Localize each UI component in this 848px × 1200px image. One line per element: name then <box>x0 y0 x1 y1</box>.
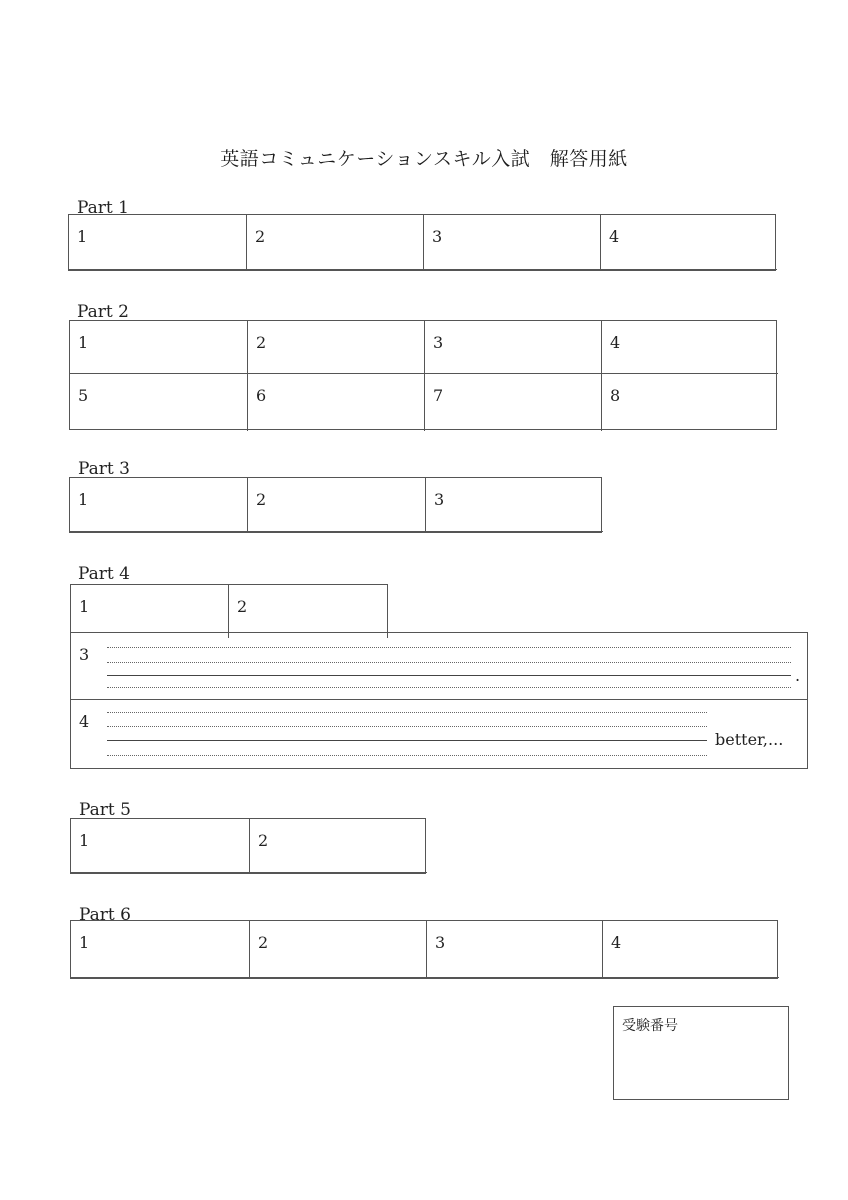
dotted-writing-line <box>107 726 707 727</box>
part4-q3-number: 3 <box>79 645 90 664</box>
part6-answer-cell-1[interactable] <box>71 921 250 978</box>
part4-q4-number: 4 <box>79 712 90 731</box>
part2-cell-number: 3 <box>433 333 444 352</box>
part6-cell-number: 1 <box>79 933 90 952</box>
part5-answer-grid <box>70 818 426 874</box>
part6-label: Part 6 <box>79 905 131 925</box>
part1-answer-cell-3[interactable] <box>424 215 601 270</box>
part6-cell-number: 4 <box>611 933 622 952</box>
part2-cell-number: 7 <box>433 386 444 405</box>
page-title: 英語コミュニケーションスキル入試 解答用紙 <box>220 148 628 170</box>
part2-answer-cell-4[interactable] <box>602 321 778 374</box>
part1-answer-grid <box>68 214 776 271</box>
exam-number-label: 受験番号 <box>622 1018 678 1034</box>
solid-writing-line <box>107 740 707 741</box>
part5-answer-cell-1[interactable] <box>71 819 250 873</box>
part3-cell-number: 1 <box>78 490 89 509</box>
part1-cell-number: 1 <box>77 227 88 246</box>
part1-cell-number: 2 <box>255 227 266 246</box>
part2-cell-number: 5 <box>78 386 89 405</box>
part1-cell-number: 4 <box>609 227 620 246</box>
part4-cell-number: 2 <box>237 597 248 616</box>
part2-answer-cell-6[interactable] <box>248 374 425 431</box>
part1-answer-cell-4[interactable] <box>601 215 777 270</box>
part1-answer-cell-2[interactable] <box>247 215 424 270</box>
solid-writing-line <box>107 675 791 676</box>
dotted-writing-line <box>107 687 791 688</box>
part2-answer-cell-8[interactable] <box>602 374 778 431</box>
dotted-writing-line <box>107 662 791 663</box>
part1-answer-cell-1[interactable] <box>69 215 247 270</box>
part6-cell-number: 2 <box>258 933 269 952</box>
part6-answer-grid <box>70 920 778 979</box>
part3-cell-number: 2 <box>256 490 267 509</box>
part6-answer-cell-2[interactable] <box>250 921 427 978</box>
part5-cell-number: 2 <box>258 831 269 850</box>
part3-answer-grid <box>69 477 602 533</box>
part5-label: Part 5 <box>79 800 131 820</box>
part1-cell-number: 3 <box>432 227 443 246</box>
dotted-writing-line <box>107 755 707 756</box>
part3-label: Part 3 <box>78 459 130 479</box>
part2-cell-number: 6 <box>256 386 267 405</box>
part4-answer-cell-2[interactable] <box>229 585 389 638</box>
part3-answer-cell-2[interactable] <box>248 478 426 532</box>
part2-answer-cell-5[interactable] <box>70 374 248 431</box>
part4-label: Part 4 <box>78 564 130 584</box>
part2-answer-cell-1[interactable] <box>70 321 248 374</box>
part5-cell-number: 1 <box>79 831 90 850</box>
dotted-writing-line <box>107 712 707 713</box>
part6-answer-cell-3[interactable] <box>427 921 603 978</box>
part2-answer-cell-7[interactable] <box>425 374 602 431</box>
part2-cell-number: 2 <box>256 333 267 352</box>
part4-answer-grid <box>70 584 388 638</box>
part4-answer-cell-1[interactable] <box>71 585 229 638</box>
part4-q4-ending: better,... <box>715 730 784 749</box>
part6-answer-cell-4[interactable] <box>603 921 779 978</box>
dotted-writing-line <box>107 647 791 648</box>
part4-q3-ending: . <box>795 666 801 685</box>
part2-cell-number: 1 <box>78 333 89 352</box>
part2-answer-cell-3[interactable] <box>425 321 602 374</box>
part6-cell-number: 3 <box>435 933 446 952</box>
part4-q4-answer-area[interactable] <box>70 699 808 769</box>
part3-cell-number: 3 <box>434 490 445 509</box>
part4-cell-number: 1 <box>79 597 90 616</box>
part2-answer-grid <box>69 320 777 430</box>
part2-cell-number: 4 <box>610 333 621 352</box>
part4-q3-answer-area[interactable] <box>70 632 808 700</box>
exam-number-box[interactable] <box>613 1006 789 1100</box>
part1-label: Part 1 <box>77 198 129 218</box>
part5-answer-cell-2[interactable] <box>250 819 427 873</box>
part2-answer-cell-2[interactable] <box>248 321 425 374</box>
part2-label: Part 2 <box>77 302 129 322</box>
part2-cell-number: 8 <box>610 386 621 405</box>
part3-answer-cell-3[interactable] <box>426 478 603 532</box>
part3-answer-cell-1[interactable] <box>70 478 248 532</box>
